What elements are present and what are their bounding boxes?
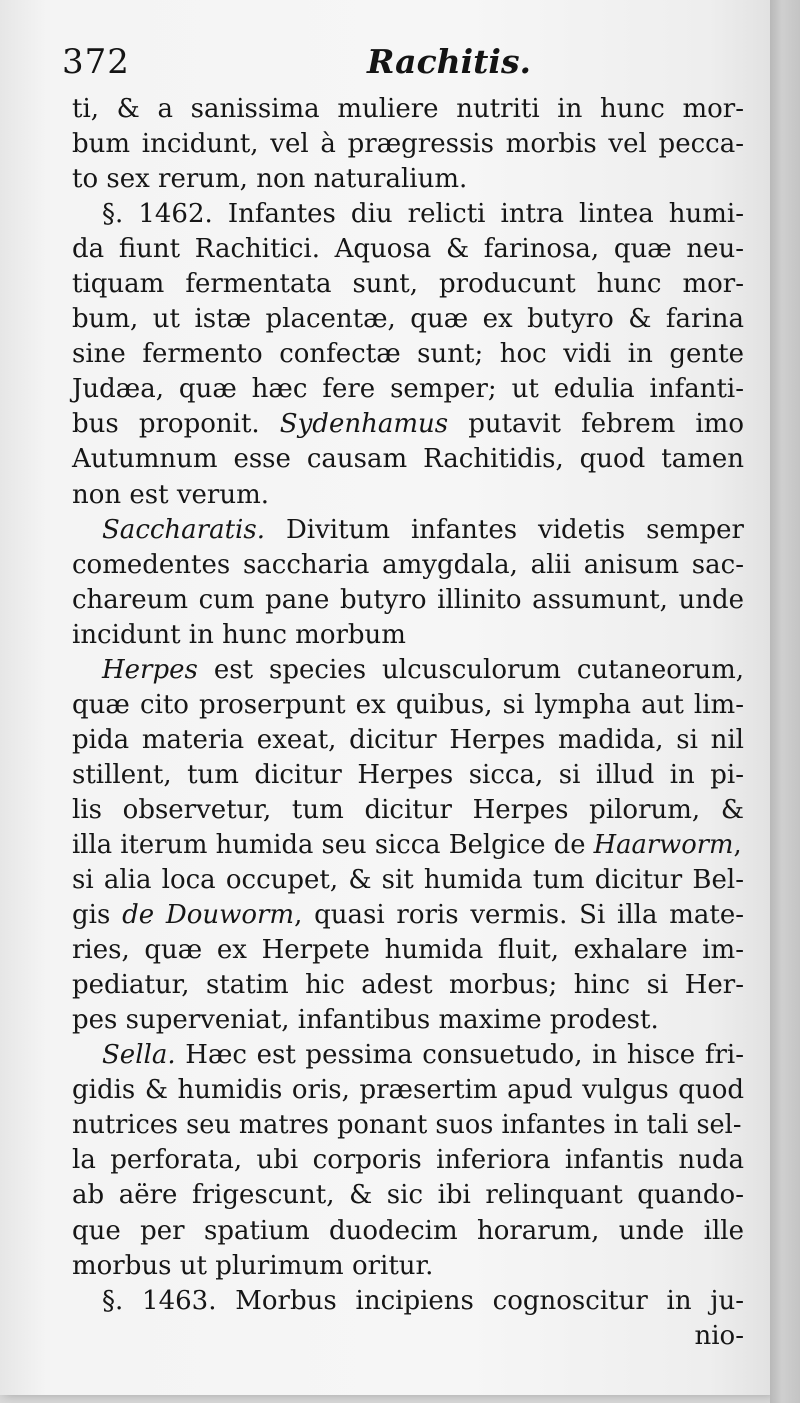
page-header — [62, 40, 742, 90]
text-line: nio- — [694, 1320, 744, 1351]
text-line — [72, 1284, 744, 1319]
text-line: lis observetur, tum dicitur Herpes pilorum, & — [72, 794, 744, 825]
text-line: pediatur, statim hic adest morbus; hinc si Her- — [72, 970, 744, 1001]
italic-term: Sella. — [102, 1040, 176, 1071]
text-fragment: §. 1463. — [102, 1285, 236, 1316]
body-text — [72, 92, 744, 1354]
text-line: tiquam fermentata sunt, producunt hunc mor- — [72, 269, 744, 300]
page-edge-shadow — [770, 0, 800, 1403]
text-line: to sex rerum, non naturalium. — [72, 164, 468, 195]
text-line: bum incidunt, vel à prægressis morbis vel pecca- — [72, 129, 744, 160]
text-line: si alia loca occupet, & sit humida tum dicitur Bel- — [72, 865, 744, 896]
text-fragment: est species ulcusculorum cutaneorum, — [197, 654, 744, 685]
text-line: nutrices seu matres ponant suos infantes in tali sel- — [72, 1110, 742, 1141]
text-line: quæ cito proserpunt ex quibus, si lympha aut lim- — [72, 689, 744, 720]
text-line: chareum cum pane butyro illinito assumunt, unde — [72, 584, 744, 615]
text-line: non est verum. — [72, 479, 270, 510]
page-number: 372 — [62, 42, 130, 82]
italic-term: Herpes — [102, 654, 198, 685]
text-line: pes superveniat, infantibus maxime prodest. — [72, 1005, 659, 1036]
text-line — [72, 407, 744, 442]
text-line: ab aëre frigescunt, & sic ibi relinquant quando- — [72, 1180, 744, 1211]
text-line: la perforata, ubi corporis inferiora infantis nuda — [72, 1145, 744, 1176]
text-line: morbus ut plurimum oritur. — [72, 1250, 434, 1281]
text-line: da fiunt Rachitici. Aquosa & farinosa, quæ neu- — [72, 234, 744, 265]
italic-term: Haarworm — [593, 829, 734, 860]
text-fragment: Morbus incipiens cognoscitur in ju- — [235, 1285, 744, 1316]
text-line — [72, 898, 744, 933]
text-line: Autumnum esse causam Rachitidis, quod tamen — [72, 444, 744, 475]
text-fragment: §. 1462. — [102, 199, 228, 230]
text-fragment: bus proponit. — [72, 409, 280, 440]
text-fragment: , — [733, 829, 742, 860]
text-fragment: illa iterum humida seu sicca Belgice de — [72, 829, 594, 860]
text-line: incidunt in hunc morbum — [72, 619, 406, 650]
text-fragment: Hæc est pessima consuetudo, in hisce fri- — [175, 1040, 744, 1071]
text-fragment: putavit febrem imo — [448, 409, 744, 440]
text-line — [72, 653, 744, 688]
text-line — [72, 828, 742, 863]
text-line: Judæa, quæ hæc fere semper; ut edulia infanti- — [72, 374, 744, 405]
italic-term: Sydenhamus — [279, 409, 449, 440]
text-line: ries, quæ ex Herpete humida fluit, exhalare im- — [72, 935, 744, 966]
text-line: ti, & a sanissima muliere nutriti in hunc mor- — [72, 94, 744, 124]
italic-term: Saccharatis. — [102, 514, 265, 545]
text-fragment: gis — [72, 900, 123, 931]
text-line — [72, 197, 744, 232]
running-head: Rachitis. — [367, 42, 532, 81]
text-fragment: , quasi roris vermis. Si illa mate- — [294, 900, 745, 931]
text-fragment: Infantes diu relicti intra lintea humi- — [227, 199, 744, 230]
text-fragment: Divitum infantes videtis semper — [264, 514, 744, 545]
text-line: sine fermento confectæ sunt; hoc vidi in gente — [72, 339, 744, 370]
text-line: que per spatium duodecim horarum, unde ille — [72, 1215, 744, 1246]
text-line: bum, ut istæ placentæ, quæ ex butyro & farina — [72, 304, 744, 335]
text-line: gidis & humidis oris, præsertim apud vulgus quod — [72, 1075, 744, 1106]
text-line — [72, 1038, 744, 1073]
text-line: comedentes saccharia amygdala, alii anisum sac- — [72, 549, 744, 580]
text-line: stillent, tum dicitur Herpes sicca, si illud in pi- — [72, 759, 744, 790]
text-line — [72, 513, 744, 548]
text-line: pida materia exeat, dicitur Herpes madida, si nil — [72, 724, 744, 755]
italic-term: de Douworm — [122, 900, 295, 931]
